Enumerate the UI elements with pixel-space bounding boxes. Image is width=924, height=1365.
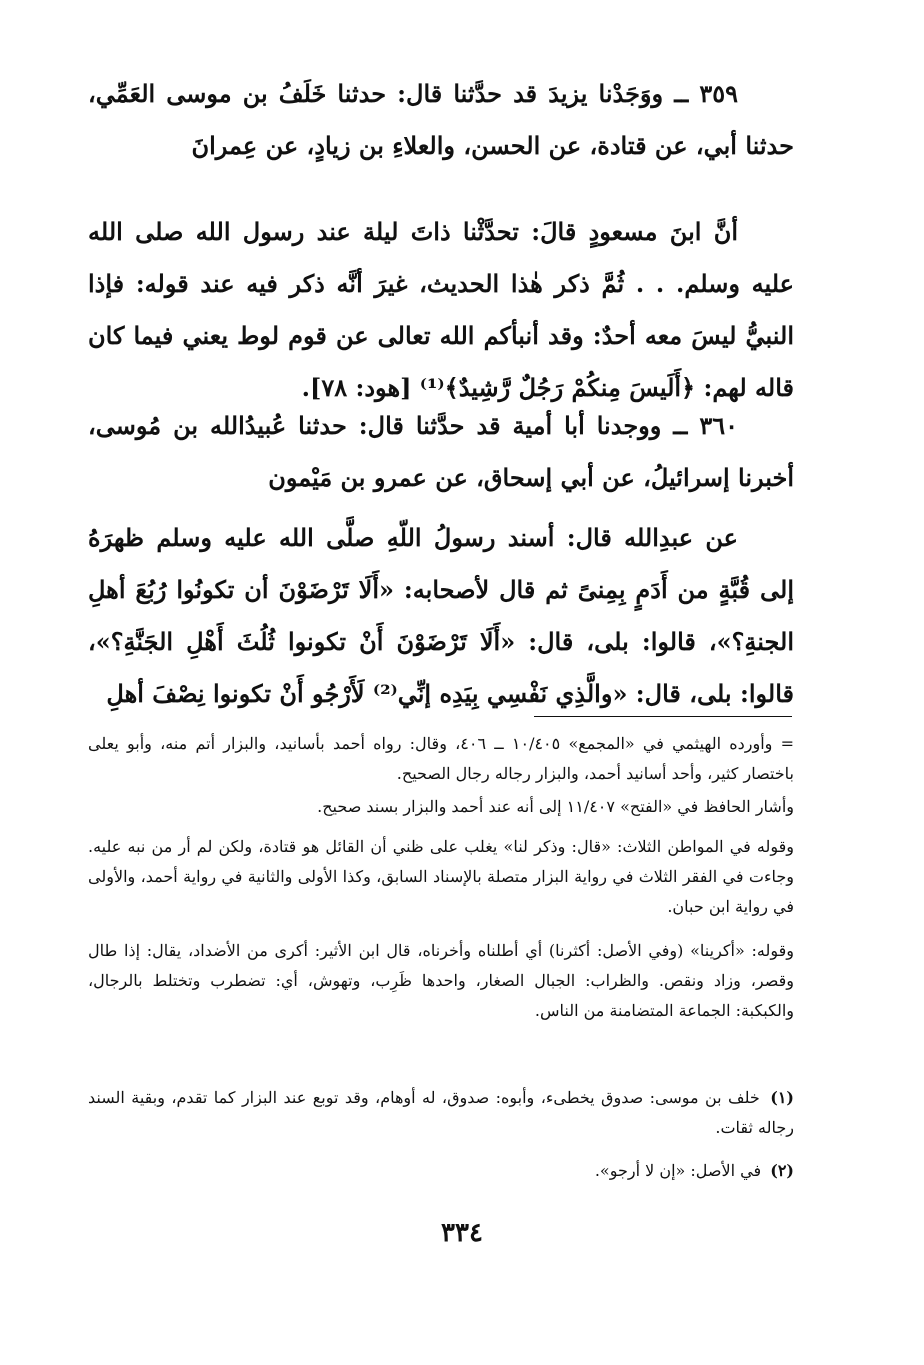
footnote-1-number: (١) [770, 1088, 794, 1107]
footnote-2 [88, 1156, 794, 1186]
footnote-continuation-4: وقوله: «أكرينا» (وفي الأصل: أكثرنا) أي أطلناه وأخرناه، قال ابن الأثير: أكرى من الأضداد، يقال: إذا طال وقصر، وزاد ونقص. والظراب: الجبال الصغار، واحدها ظَرِب، وتهوش، أي: تضطرب وتختلط بالرجال، والكبكبة: الجماعة المتضامنة من الناس. [88, 941, 794, 1020]
footnote-continuation-1: = وأورده الهيثمي في «المجمع» ١٠/٤٠٥ ــ ٤٠٦، وقال: رواه أحمد بأسانيد، والبزار أتم منه، وأبو يعلى باختصار كثير، وأحد أسانيد أحمد، والبزار رجاله رجال الصحيح. [88, 734, 794, 783]
hadith-359-matn: أنَّ ابنَ مسعودٍ قالَ: تحدَّثْنا ذاتَ ليلة عند رسول الله صلى الله عليه وسلم. . . ثُمَّ ذكر هٰذا الحديث، غيرَ أنَّه ذكر فيه عند قوله: فإذا النبيُّ ليسَ معه أحدٌ: وقد أنبأكم الله تعالى عن قوم لوط يعني فيما كان قاله لهم: ﴿أَلَيسَ مِنكُمْ رَجُلٌ رَّشِيدٌ﴾⁽¹⁾ [هود: ٧٨]. [88, 217, 795, 402]
footnote-2-number: (٢) [770, 1161, 794, 1180]
footnote-continuation-2: وأشار الحافظ في «الفتح» ١١/٤٠٧ إلى أنه عند أحمد والبزار بسند صحيح. [317, 797, 794, 816]
footnote-2-text: في الأصل: «إن لا أرجو». [594, 1161, 762, 1180]
hadith-359-paragraph: ٣٥٩ ــ ووَجَدْنا يزيدَ قد حدَّثنا قال: حدثنا خَلَفُ بن موسى العَمِّي، حدثنا أبي، عن قتادة، عن الحسن، والعلاءِ بن زيادٍ، عن عِمرانَ [88, 79, 794, 160]
footnote-divider [534, 716, 792, 717]
page-number: ٣٣٤ [441, 1218, 483, 1248]
hadith-360-paragraph: ٣٦٠ ــ ووجدنا أبا أمية قد حدَّثنا قال: حدثنا عُبيدُالله بن مُوسى، أخبرنا إسرائيلُ، عن أبي إسحاق، عن عمرو بن مَيْمون [88, 411, 794, 492]
footnote-1 [88, 1083, 794, 1143]
footnote-1-text: خلف بن موسى: صدوق يخطىء، وأبوه: صدوق، له أوهام، وقد توبع عند البزار كما تقدم، وبقية السند رجاله ثقات. [88, 1088, 794, 1137]
hadith-360-matn: عن عبدِالله قال: أسند رسولُ اللّهِ صلَّى الله عليه وسلم ظهرَهُ إلى قُبَّةٍ من أَدَمٍ بِمِنىً ثم قال لأصحابه: «أَلَا تَرْضَوْنَ أن تكونُوا رُبُعَ أهلِ الجنةِ؟»، قالوا: بلى، قال: «أَلَا تَرْضَوْنَ أَنْ تكونوا ثُلُثَ أَهْلِ الجَنَّةِ؟»، قالوا: بلى، قال: «والَّذِي نَفْسِي بِيَدِه إنِّي⁽²⁾ لَأَرْجُو أَنْ تكونوا نِصْفَ أهلِ [88, 523, 794, 708]
footnote-continuation-3: وقوله في المواطن الثلاث: «قال: وذكر لنا» يغلب على ظني أن القائل هو قتادة، ولكن لم أر من نبه عليه. وجاءت في الفقر الثلاث في رواية البزار متصلة بالإسناد السابق، وكذا الأولى والثانية في رواية أحمد، والأولى في رواية ابن حبان. [88, 837, 794, 916]
